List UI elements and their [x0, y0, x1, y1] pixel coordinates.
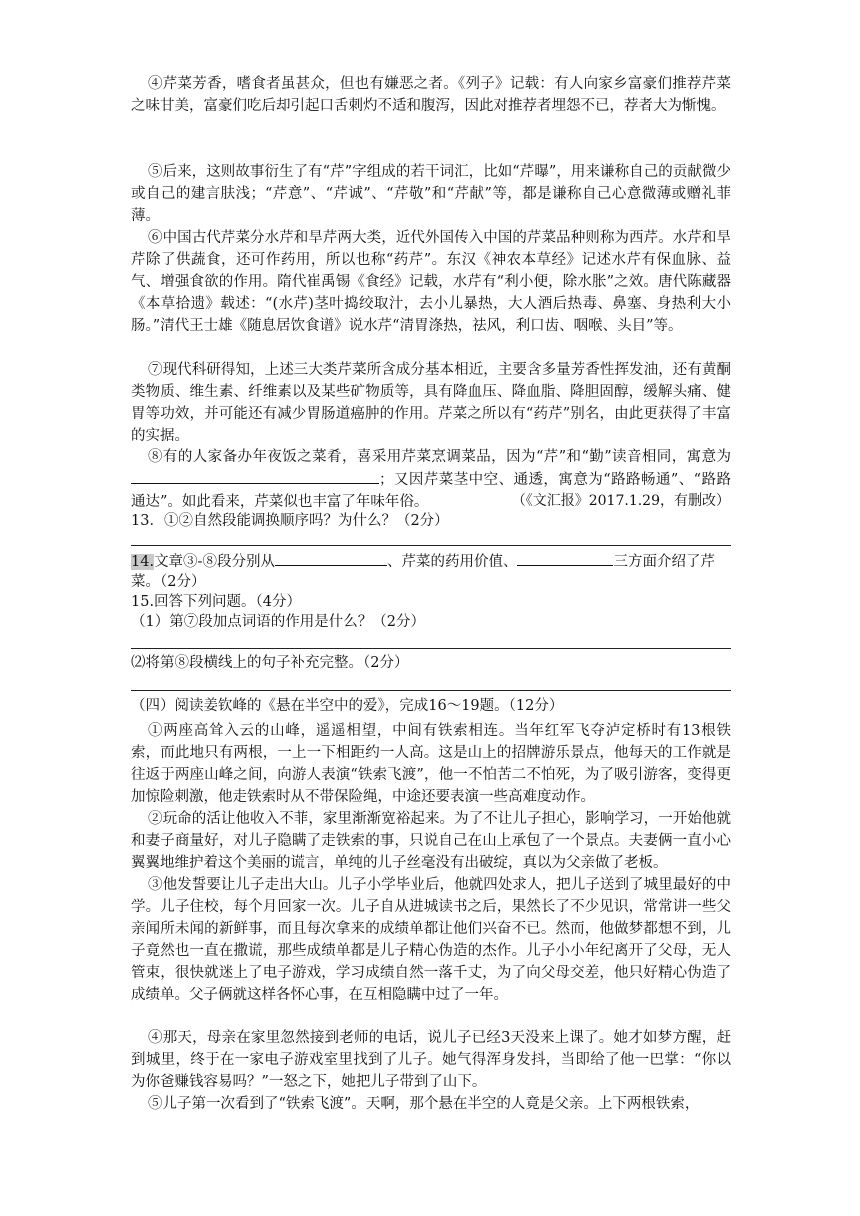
answer-blank-14b[interactable] — [517, 550, 613, 566]
section-4-heading: （四）阅读姜钦峰的《悬在半空中的爱》，完成16～19题。（12分） — [131, 698, 564, 714]
story-paragraph-1: ①两座高耸入云的山峰，遥遥相望，中间有铁索相连。当年红军飞夺泸定桥时有13根铁索，而此地只有两根，一上一下相距约一人高。这是山上的招牌游乐景点，他每天的工作就是往返于两座山峰之间，向游人表演“铁索飞渡”，他一不怕苦二不怕死，为了吸引游客，变得更加惊险刺激，他走铁索时从不带保险绳，中途还要表演一些高难度动作。 — [131, 723, 731, 805]
paragraph-5: ⑤后来，这则故事衍生了有“芹”字组成的若干词汇，比如“芹曝”，用来谦称自己的贡献微少或自己的建言肤浅；“芹意”、“芹诚”、“芹敬”和“芹献”等，都是谦称自己心意微薄或赠礼菲薄。 — [131, 164, 731, 224]
question-15-1: （1）第⑦段加点词语的作用是什么？（2分） — [131, 614, 425, 630]
story-paragraph-4: ④那天，母亲在家里忽然接到老师的电话，说儿子已经3天没来上课了。她才如梦方醒，赶到城里，终于在一家电子游戏室里找到了儿子。她气得浑身发抖，当即给了他一巴掌：“你以为你爸赚钱容易吗？”一怒之下，她把儿子带到了山下。 — [131, 1030, 731, 1090]
question-14 — [131, 550, 735, 592]
answer-line-13 — [131, 545, 731, 546]
paragraph-8-start: ⑧有的人家备办年夜饭之菜肴，喜采用芹菜烹调菜品，因为“芹”和“勤”读音相同，寓意为 — [148, 449, 731, 465]
answer-line-15-2 — [131, 690, 731, 691]
paragraph-7: ⑦现代科研得知，上述三大类芹菜所含成分基本相近，主要含多量芳香性挥发油，还有黄酮类物质、维生素、纤维素以及某些矿物质等，具有降血压、降血脂、降胆固醇，缓解头痛、健胃等功效，并可能还有减少胃肠道癌肿的作用。芹菜之所以有“药芹”别名，由此更获得了丰富的实据。 — [131, 362, 731, 444]
question-14-text-c: 三方面介绍了芹菜。（2分） — [131, 554, 715, 590]
question-13: 13．①②自然段能调换顺序吗？为什么？（2分） — [131, 513, 449, 529]
question-15: 15.回答下列问题。（4分） — [131, 594, 302, 610]
question-14-text-a: 文章③-⑧段分别从 — [154, 554, 275, 570]
answer-line-15-1 — [131, 648, 731, 649]
question-14-text-b: 、芹菜的药用价值、 — [386, 554, 518, 570]
story-paragraph-2: ②玩命的活让他收入不菲，家里渐渐宽裕起来。为了不让儿子担心，影响学习，一开始他就和妻子商量好，对儿子隐瞒了走铁索的事，只说自己在山上承包了一个景点。夫妻俩一直小心翼翼地维护着这个美丽的谎言，单纯的儿子丝毫没有出破绽，真以为父亲做了老板。 — [131, 811, 731, 871]
story-paragraph-5: ⑤儿子第一次看到了“铁索飞渡”。天啊，那个悬在半空的人竟是父亲。上下两根铁索， — [148, 1096, 700, 1112]
answer-blank[interactable] — [131, 468, 379, 484]
answer-blank-14a[interactable] — [275, 550, 387, 566]
story-paragraph-3: ③他发誓要让儿子走出大山。儿子小学毕业后，他就四处求人，把儿子送到了城里最好的中学。儿子住校，每个月回家一次。儿子自从进城读书之后，果然长了不少见识，常常讲一些父亲闻所未闻的新鲜事，而且每次拿来的成绩单都让他们兴奋不已。然而，他做梦都想不到，儿子竟然也一直在撒谎，那些成绩单都是儿子精心伪造的杰作。儿子小小年纪离开了父母，无人管束，很快就迷上了电子游戏，学习成绩自然一落千丈，为了向父母交差，他只好精心伪造了成绩单。父子俩就这样各怀心事，在互相隐瞒中过了一年。 — [131, 877, 731, 1003]
question-14-number: 14. — [131, 554, 155, 570]
paragraph-8-end: ；又因芹菜茎中空、通透，寓意为“路路畅通”、“路路通达”。如此看来，芹菜似也丰富了年味年俗。 — [131, 472, 731, 510]
paragraph-6: ⑥中国古代芹菜分水芹和旱芹两大类，近代外国传入中国的芹菜品种则称为西芹。水芹和旱芹除了供蔬食，还可作药用，所以也称“药芹”。东汉《神农本草经》记述水芹有保血脉、益气、增强食欲的作用。隋代崔禹锡《食经》记载，水芹有“利小便，除水胀”之效。唐代陈藏器《本草拾遗》载述：“(水芹)茎叶捣绞取汁，去小儿暴热，大人酒后热毒、鼻塞、身热利大小肠。”清代王士雄《随息居饮食谱》说水芹“清胃涤热，祛风，利口齿、咽喉、头目”等。 — [131, 230, 731, 334]
source-citation: （《文汇报》2017.1.29，有删改） — [511, 493, 730, 509]
question-15-2: ⑵将第⑧段横线上的句子补充完整。（2分） — [131, 655, 409, 671]
paragraph-4: ④芹菜芳香，嗜食者虽甚众，但也有嫌恶之者。《列子》记载：有人向家乡富豪们推荐芹菜之味甘美，富豪们吃后却引起口舌刺灼不适和腹泻，因此对推荐者埋怨不已，荐者大为惭愧。 — [131, 76, 731, 114]
